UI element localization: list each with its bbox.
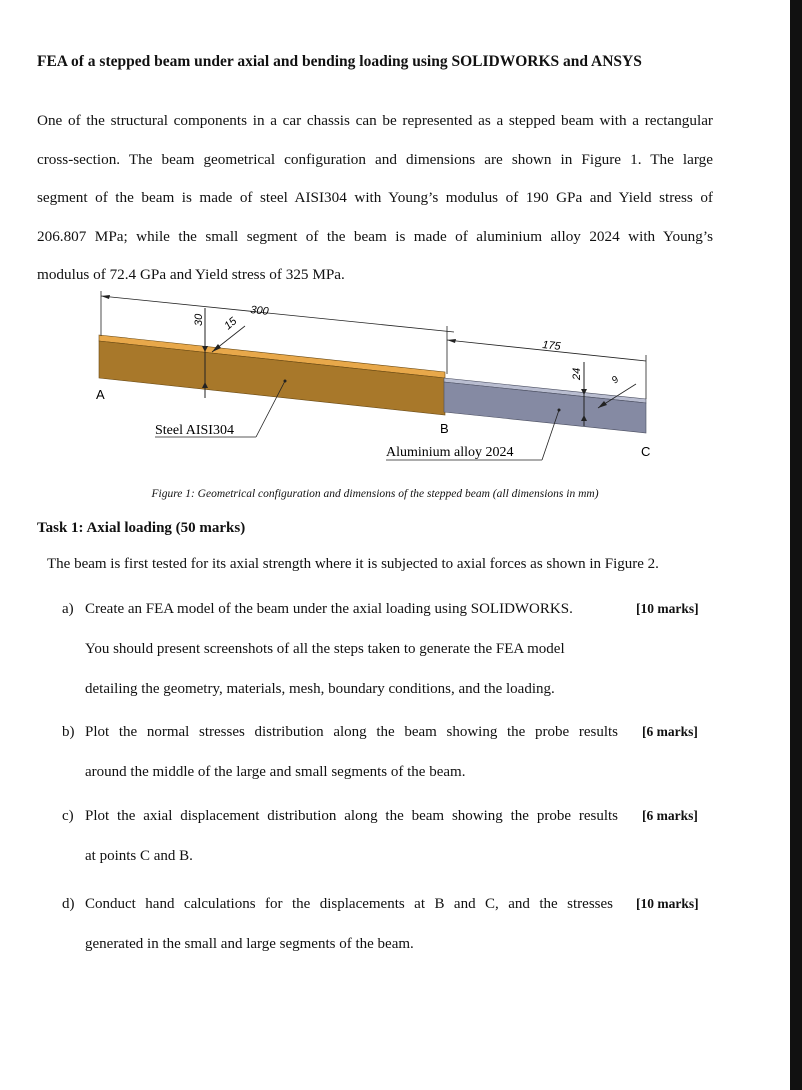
dim-small-length: 175: [541, 339, 562, 353]
task-intro: The beam is first tested for its axial strength where it is subjected to axial forces as shown in Figure 2.: [47, 556, 659, 572]
item-letter: a): [62, 601, 74, 617]
item-marks: [10 marks]: [636, 896, 699, 911]
material-label-aluminium: Aluminium alloy 2024: [386, 445, 514, 460]
intro-line: cross-section. The beam geometrical configuration and dimensions are shown in Figure 1. The large: [37, 150, 713, 168]
item-text: [85, 796, 618, 876]
dimension-line-300: [101, 296, 454, 332]
dim-large-height: 30: [193, 313, 205, 326]
item-line: detailing the geometry, materials, mesh, boundary conditions, and the loading.: [85, 681, 555, 697]
item-text: [85, 712, 618, 792]
arrowhead: [447, 339, 456, 343]
intro-paragraph: [37, 102, 713, 295]
window-edge-bar: [790, 0, 802, 1090]
beam-figure: [90, 286, 670, 471]
item-line: generated in the small and large segments of the beam.: [85, 936, 414, 952]
material-label-steel: Steel AISI304: [155, 423, 234, 438]
item-marks: [6 marks]: [642, 724, 698, 739]
point-label-c: C: [641, 444, 651, 459]
item-marks: [10 marks]: [636, 601, 699, 616]
item-letter: c): [62, 808, 74, 824]
steel-leader-dot: [284, 380, 287, 383]
item-text: [85, 589, 620, 709]
intro-line: modulus of 72.4 GPa and Yield stress of 325 MPa.: [37, 266, 345, 283]
item-text: [85, 884, 613, 964]
dim-total-length: 300: [249, 304, 270, 318]
item-line: You should present screenshots of all the steps taken to generate the FEA model: [85, 641, 565, 657]
intro-line: One of the structural components in a car chassis can be represented as a stepped beam with a rectangular: [37, 112, 713, 129]
item-line: around the middle of the large and small segments of the beam.: [85, 764, 466, 780]
point-label-a: A: [96, 387, 105, 402]
point-label-b: B: [440, 421, 449, 436]
item-line: at points C and B.: [85, 848, 193, 864]
item-letter: b): [62, 724, 75, 740]
figure-caption: Figure 1: Geometrical configuration and dimensions of the stepped beam (all dimensions in mm): [151, 488, 599, 500]
beam-drawing: [90, 286, 670, 471]
item-line: Plot the normal stresses distribution along the beam showing the probe results: [85, 724, 618, 740]
intro-line: 206.807 MPa; while the small segment of the beam is made of aluminium alloy 2024 with Young’s: [37, 227, 713, 245]
item-line: Create an FEA model of the beam under the axial loading using SOLIDWORKS.: [85, 601, 573, 617]
item-letter: d): [62, 896, 75, 912]
dim-small-height: 24: [571, 367, 583, 380]
task-heading: Task 1: Axial loading (50 marks): [37, 520, 246, 536]
aluminium-leader-dot: [558, 409, 561, 412]
steel-segment-front: [99, 341, 445, 415]
item-line: Conduct hand calculations for the displacements at B and C, and the stresses: [85, 896, 613, 912]
dim-small-width: 9: [609, 374, 622, 387]
dim-large-width: 15: [222, 315, 240, 333]
arrowhead: [101, 295, 110, 299]
intro-line: segment of the beam is made of steel AISI304 with Young’s modulus of 190 GPa and Yield stress of: [37, 189, 713, 206]
item-marks: [6 marks]: [642, 808, 698, 823]
item-line: Plot the axial displacement distribution along the beam showing the probe results: [85, 808, 618, 824]
document-title: FEA of a stepped beam under axial and bending loading using SOLIDWORKS and ANSYS: [37, 53, 642, 70]
